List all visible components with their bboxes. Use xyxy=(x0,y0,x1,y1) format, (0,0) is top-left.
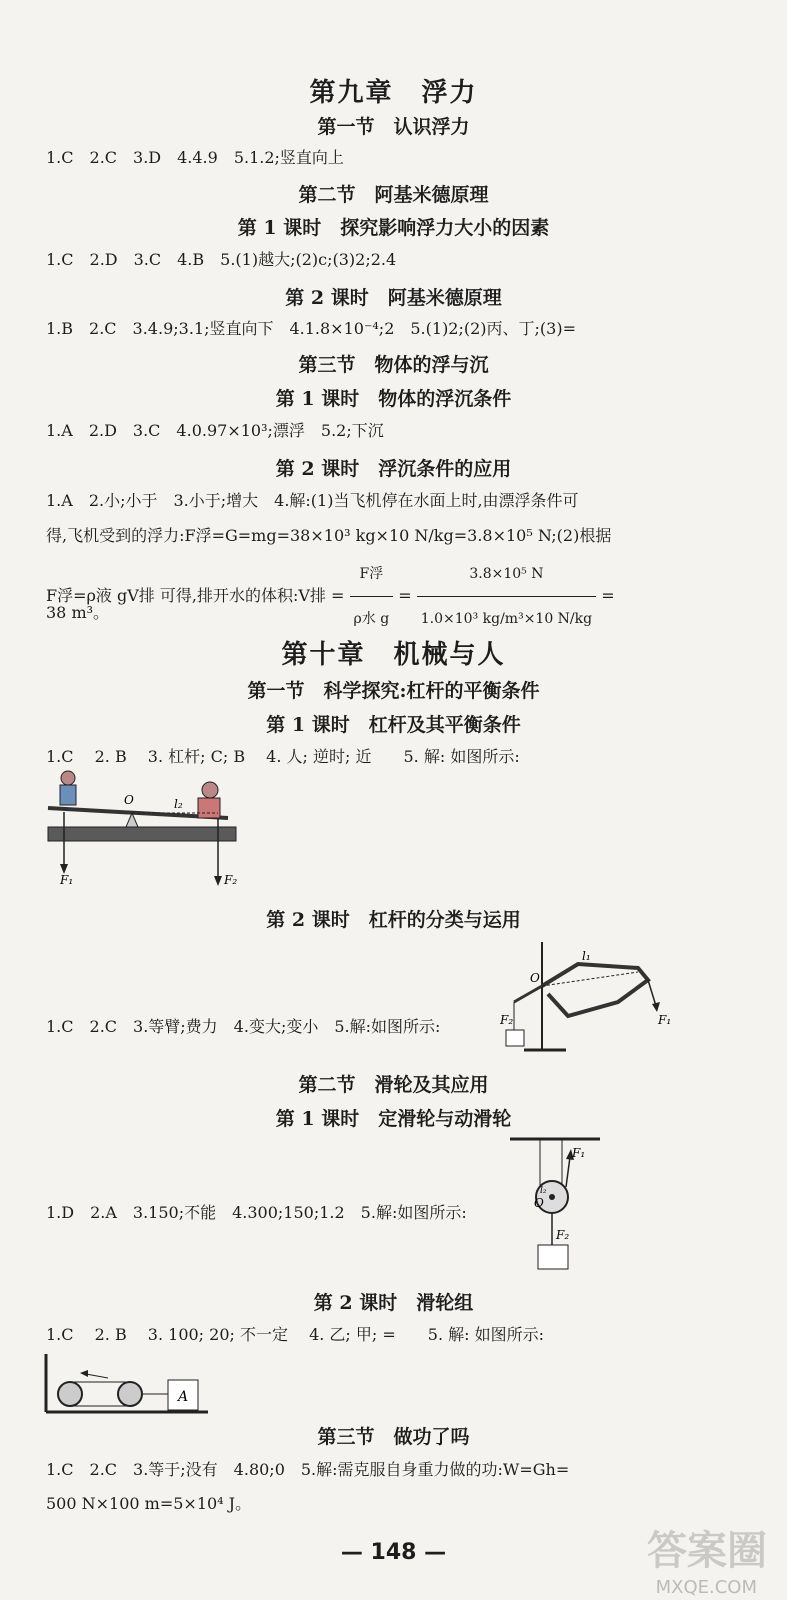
watermark-logo: 答案圈 xyxy=(647,1528,767,1574)
ch10-s2-l2-answers: 1.C 2. B 3. 100; 20; 不一定 4. 乙; 甲; = 5. 解: 如图所示: xyxy=(46,1325,545,1344)
watermark-url: MXQE.COM xyxy=(655,1577,757,1598)
label-O: O xyxy=(534,1196,544,1210)
seesaw-ground xyxy=(48,827,236,841)
label-A: A xyxy=(178,1389,189,1405)
chapter-10-title: 第十章 机械与人 xyxy=(281,640,506,670)
seesaw-pivot xyxy=(126,813,138,827)
ch10-section-2-title: 第二节 滑轮及其应用 xyxy=(298,1074,489,1096)
pulley-diagram xyxy=(500,1135,610,1285)
lever-frame xyxy=(542,964,648,1016)
label-O: O xyxy=(124,793,134,807)
ch10-s3-line1: 1.C 2.C 3.等于;没有 4.80;0 5.解:需克服自身重力做的功:W=Gh= xyxy=(46,1460,570,1479)
movable-pulley xyxy=(118,1382,142,1406)
ch9-s2-lesson-2-title: 第 2 课时 阿基米德原理 xyxy=(285,287,502,309)
ch9-section-2-title: 第二节 阿基米德原理 xyxy=(298,184,489,206)
ch9-s3-lesson-2-title: 第 2 课时 浮沉条件的应用 xyxy=(275,458,512,480)
force-f1-line xyxy=(566,1157,570,1187)
seesaw-diagram xyxy=(38,770,248,890)
ch10-s3-line2: 500 N×100 m=5×10⁴ J。 xyxy=(46,1494,252,1513)
pull-force-arrowhead xyxy=(80,1370,88,1377)
ch10-s2-lesson-2-title: 第 2 课时 滑轮组 xyxy=(313,1292,474,1314)
force-f1-arrowhead xyxy=(652,1002,660,1012)
equals-sign-2: = xyxy=(601,586,615,605)
label-F1: F₁ xyxy=(572,1146,586,1160)
label-F1: F₁ xyxy=(60,873,74,887)
fixed-pulley xyxy=(58,1382,82,1406)
lever-short-arm xyxy=(514,986,542,1002)
label-l2: l₂ xyxy=(174,797,183,811)
child-body xyxy=(60,785,76,805)
ch9-s3-l2-line3 xyxy=(46,552,615,641)
ch9-s3-l1-answers: 1.A 2.D 3.C 4.0.97×10³;漂浮 5.2;下沉 xyxy=(46,421,384,440)
ch9-s3-lesson-1-title: 第 1 课时 物体的浮沉条件 xyxy=(275,388,512,410)
ch9-s3-l2-line4: 38 m³。 xyxy=(46,603,110,622)
ch9-s1-answers: 1.C 2.C 3.D 4.4.9 5.1.2;竖直向上 xyxy=(46,148,344,167)
fraction-2-numerator: 3.8×10⁵ N xyxy=(417,552,596,597)
pull-force-line xyxy=(86,1374,108,1378)
fraction-1 xyxy=(350,552,394,641)
label-F2: F₂ xyxy=(224,873,238,887)
ch9-s2-l1-answers: 1.C 2.D 3.C 4.B 5.(1)越大;(2)c;(3)2;2.4 xyxy=(46,250,397,269)
fraction-2-denominator: 1.0×10³ kg/m³×10 N/kg xyxy=(420,611,593,627)
formula-text: F浮=ρ液 gV排 可得,排开水的体积:V排 = xyxy=(46,586,345,605)
ch9-s3-l2-line1: 1.A 2.小;小于 3.小于;增大 4.解:(1)当飞机停在水面上时,由漂浮条件可 xyxy=(46,491,579,510)
ch10-s1-l1-answers: 1.C 2. B 3. 杠杆; C; B 4. 人; 逆时; 近 5. 解: 如图所示: xyxy=(46,747,520,766)
adult-body xyxy=(198,798,220,818)
ch9-section-1-title: 第一节 认识浮力 xyxy=(317,116,470,138)
bike-lever-diagram xyxy=(498,938,678,1058)
pulley-block-diagram xyxy=(38,1350,218,1420)
ch9-s3-l2-line2: 得,飞机受到的浮力:F浮=G=mg=38×10³ kg×10 N/kg=3.8×10⁵ N;(2)根据 xyxy=(46,526,612,545)
ch10-s1-lesson-2-title: 第 2 课时 杠杆的分类与运用 xyxy=(266,909,521,931)
chapter-9-title: 第九章 浮力 xyxy=(309,78,478,108)
ch10-s1-l2-answers: 1.C 2.C 3.等臂;费力 4.变大;变小 5.解:如图所示: xyxy=(46,1017,441,1036)
child-head xyxy=(61,771,75,785)
fraction-1-numerator: F浮 xyxy=(350,552,394,597)
ch9-section-3-title: 第三节 物体的浮与沉 xyxy=(298,354,489,376)
force-f1-line xyxy=(648,980,656,1006)
label-O: O xyxy=(530,971,540,985)
ch10-s2-lesson-1-title: 第 1 课时 定滑轮与动滑轮 xyxy=(275,1108,512,1130)
label-F2: F₂ xyxy=(500,1013,514,1027)
pulley-axle xyxy=(549,1194,555,1200)
ch10-s1-lesson-1-title: 第 1 课时 杠杆及其平衡条件 xyxy=(266,714,521,736)
ch10-section-3-title: 第三节 做功了吗 xyxy=(317,1426,470,1448)
ch10-section-1-title: 第一节 科学探究:杠杆的平衡条件 xyxy=(247,680,540,702)
fraction-2 xyxy=(417,552,596,641)
page-number: — 148 — xyxy=(340,1540,447,1565)
force-f2-arrowhead xyxy=(214,876,222,886)
ch9-s2-l2-answers: 1.B 2.C 3.4.9;3.1;竖直向下 4.1.8×10⁻⁴;2 5.(1)2;(2)丙、丁;(3)= xyxy=(46,319,577,338)
label-F2: F₂ xyxy=(556,1228,570,1242)
equals-sign: = xyxy=(398,586,412,605)
label-F1: F₁ xyxy=(658,1013,672,1027)
label-l2: l₂ xyxy=(540,1186,547,1196)
adult-head xyxy=(202,782,218,798)
ch10-s2-l1-answers: 1.D 2.A 3.150;不能 4.300;150;1.2 5.解:如图所示: xyxy=(46,1203,467,1222)
label-l1: l₁ xyxy=(582,949,591,963)
weight-block xyxy=(506,1030,524,1046)
hanging-block xyxy=(538,1245,568,1269)
ch9-s2-lesson-1-title: 第 1 课时 探究影响浮力大小的因素 xyxy=(237,217,550,239)
fraction-1-denominator: ρ水 g xyxy=(353,611,390,627)
